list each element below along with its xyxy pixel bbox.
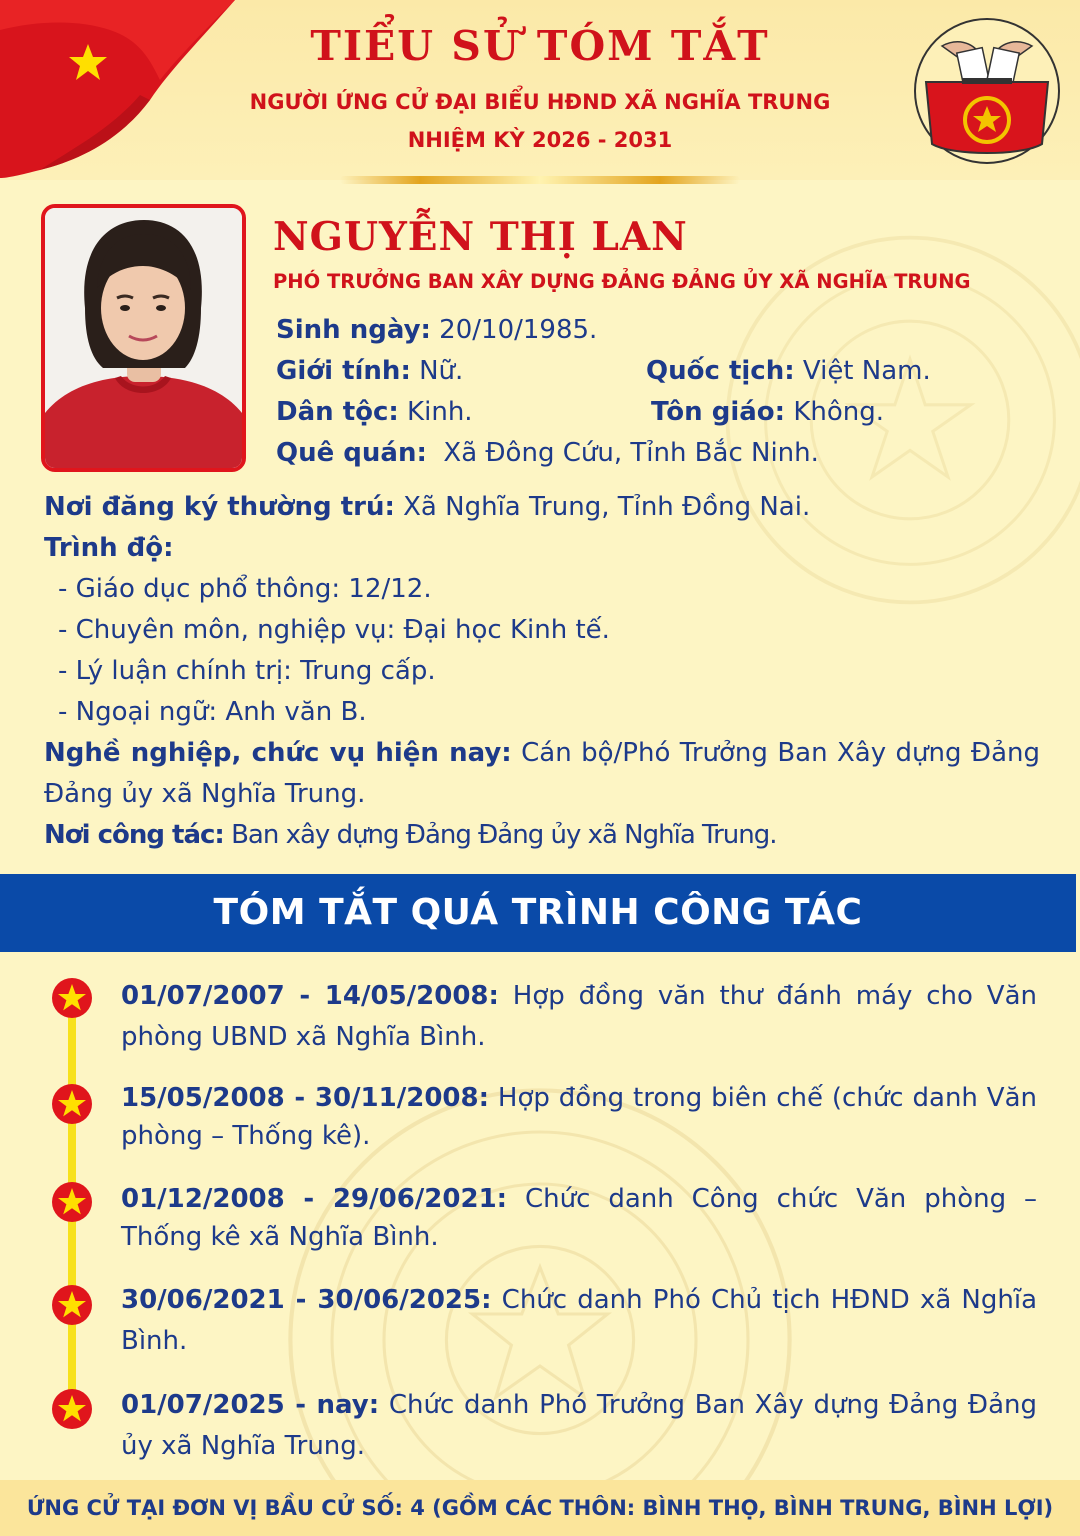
- education-label: [44, 528, 1040, 569]
- gender-value: Nữ.: [410, 356, 464, 386]
- nationality-label: Quốc tịch:: [646, 356, 795, 386]
- education-item: - Ngoại ngữ: Anh văn B.: [58, 697, 367, 727]
- timeline-period: 01/07/2025 - nay:: [121, 1390, 380, 1420]
- timeline-description: Hợp đồng trong biên chế (chức danh Văn phòng – Thống kê).: [121, 1083, 1037, 1151]
- hometown-label: Quê quán:: [276, 438, 427, 468]
- religion-label: Tôn giáo:: [651, 397, 786, 427]
- nationality-row: [646, 356, 931, 386]
- document-title: TIỂU SỬ TÓM TẮT: [310, 22, 770, 70]
- occupation-row: [44, 733, 1040, 815]
- religion-value: Không.: [785, 397, 885, 427]
- birth-date-label: Sinh ngày:: [276, 315, 431, 345]
- timeline-period: 15/05/2008 - 30/11/2008:: [121, 1083, 489, 1113]
- education-item: - Giáo dục phổ thông: 12/12.: [58, 574, 432, 604]
- workplace-row: [44, 815, 1040, 856]
- residence-row: [44, 487, 1040, 528]
- career-section-heading: TÓM TẮT QUÁ TRÌNH CÔNG TÁC: [0, 874, 1076, 952]
- birth-date-value: 20/10/1985.: [430, 315, 598, 345]
- timeline-item: [121, 1079, 1037, 1155]
- candidate-name: NGUYỄN THỊ LAN: [273, 214, 688, 260]
- ethnicity-row: [276, 397, 473, 427]
- star-icon: [50, 1180, 94, 1224]
- ethnicity-value: Kinh.: [398, 397, 473, 427]
- timeline-description: Chức danh Phó Chủ tịch HĐND xã Nghĩa Bình.: [121, 1285, 1037, 1356]
- timeline-item: [121, 1180, 1037, 1256]
- header-divider: [340, 176, 740, 184]
- birth-date-row: [276, 315, 597, 345]
- star-icon: [50, 1387, 94, 1431]
- star-icon: [50, 976, 94, 1020]
- star-icon: [50, 1283, 94, 1327]
- workplace-label: Nơi công tác:: [44, 820, 224, 850]
- timeline-item: [121, 976, 1037, 1058]
- ethnicity-label: Dân tộc:: [276, 397, 399, 427]
- hometown-row: [276, 438, 819, 468]
- occupation-value: Cán bộ/Phó Trưởng Ban Xây dựng Đảng Đảng ủy xã Nghĩa Trung.: [44, 738, 1040, 809]
- residence-label: Nơi đăng ký thường trú:: [44, 492, 395, 522]
- education-label-text: Trình độ:: [44, 533, 174, 563]
- header: [0, 0, 1080, 180]
- education-item: - Chuyên môn, nghiệp vụ: Đại học Kinh tế.: [58, 615, 610, 645]
- workplace-value: Ban xây dựng Đảng Đảng ủy xã Nghĩa Trung.: [223, 820, 777, 850]
- residence-value: Xã Nghĩa Trung, Tỉnh Đồng Nai.: [394, 492, 811, 522]
- timeline-description: Chức danh Công chức Văn phòng – Thống kê xã Nghĩa Bình.: [121, 1184, 1038, 1252]
- timeline-description: Chức danh Phó Trưởng Ban Xây dựng Đảng Đảng ủy xã Nghĩa Trung.: [121, 1390, 1037, 1461]
- term-period: NHIỆM KỲ 2026 - 2031: [407, 128, 673, 152]
- nationality-value: Việt Nam.: [794, 356, 931, 386]
- timeline-item: [121, 1280, 1037, 1362]
- candidate-position: PHÓ TRƯỞNG BAN XÂY DỰNG ĐẢNG ĐẢNG ỦY XÃ NGHĨA TRUNG: [273, 270, 971, 293]
- document-subtitle: NGƯỜI ỨNG CỬ ĐẠI BIỂU HĐND XÃ NGHĨA TRUNG: [249, 90, 831, 114]
- gender-row: [276, 356, 463, 386]
- star-icon: [50, 1082, 94, 1126]
- portrait-photo: [41, 204, 246, 472]
- timeline-period: 01/12/2008 - 29/06/2021:: [121, 1184, 508, 1214]
- occupation-label: Nghề nghiệp, chức vụ hiện nay:: [44, 738, 512, 768]
- hometown-value: Xã Đông Cứu, Tỉnh Bắc Ninh.: [426, 438, 819, 468]
- timeline-period: 01/07/2007 - 14/05/2008:: [121, 981, 499, 1011]
- ballot-box-icon: [912, 16, 1062, 166]
- religion-row: [651, 397, 884, 427]
- timeline-description: Hợp đồng văn thư đánh máy cho Văn phòng UBND xã Nghĩa Bình.: [121, 981, 1037, 1052]
- timeline-period: 30/06/2021 - 30/06/2025:: [121, 1285, 492, 1315]
- timeline-item: [121, 1385, 1037, 1467]
- electoral-unit-footer: ỨNG CỬ TẠI ĐƠN VỊ BẦU CỬ SỐ: 4 (GỒM CÁC THÔN: BÌNH THỌ, BÌNH TRUNG, BÌNH LỢI): [0, 1480, 1080, 1536]
- education-item: - Lý luận chính trị: Trung cấp.: [58, 656, 436, 686]
- gender-label: Giới tính:: [276, 356, 411, 386]
